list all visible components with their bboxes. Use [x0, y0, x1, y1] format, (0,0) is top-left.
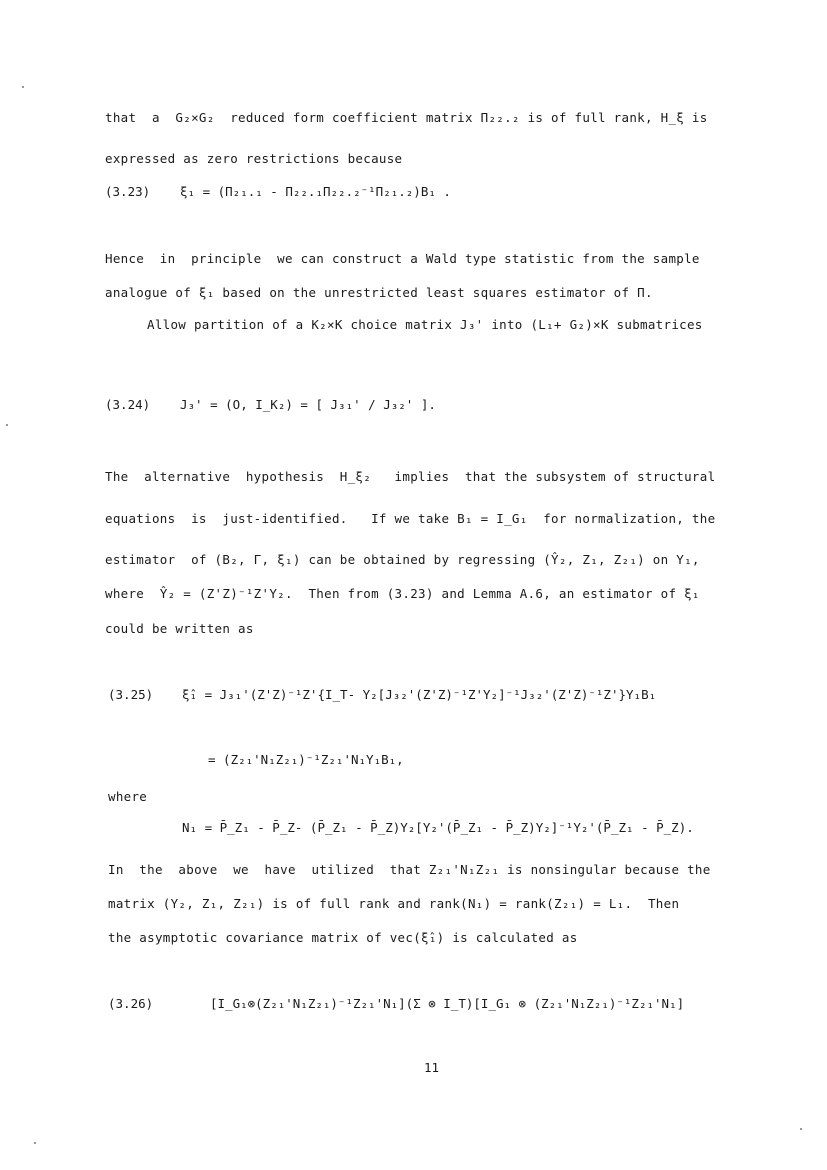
text-line-2: expressed as zero restrictions because [105, 151, 403, 166]
text-line-4: analogue of ξ₁ based on the unrestricted least squares estimator of Π. [105, 285, 653, 300]
text-line-14: the asymptotic covariance matrix of vec(ξ̂₁) is calculated as [108, 930, 578, 945]
text-line-3: Hence in principle we can construct a Wald type statistic from the sample [105, 251, 700, 266]
equation-N1: N₁ = P̄_Z₁ - P̄_Z- (P̄_Z₁ - P̄_Z)Y₂[Y₂'(P̄_Z₁ - P̄_Z)Y₂]⁻¹Y₂'(P̄_Z₁ - P̄_Z). [182, 820, 694, 835]
text-line-11: where [108, 789, 148, 804]
text-line-1: that a G₂×G₂ reduced form coefficient matrix Π₂₂.₂ is of full rank, H_ξ is [105, 110, 708, 125]
text-line-9: where Ŷ₂ = (Z'Z)⁻¹Z'Y₂. Then from (3.23) and Lemma A.6, an estimator of ξ₁ [105, 586, 700, 601]
text-line-12: In the above we have utilized that Z₂₁'N₁Z₂₁ is nonsingular because the [108, 862, 711, 877]
text-line-5: Allow partition of a K₂×K choice matrix J₃' into (L₁+ G₂)×K submatrices [147, 317, 703, 332]
equation-label-3-24: (3.24) [105, 397, 151, 412]
equation-3-25: ξ̂₁ = J₃₁'(Z'Z)⁻¹Z'{I_T- Y₂[J₃₂'(Z'Z)⁻¹Z'Y₂]⁻¹J₃₂'(Z'Z)⁻¹Z'}Y₁B₁ [182, 687, 657, 702]
scan-speck [800, 1128, 802, 1130]
page-number: 11 [424, 1060, 440, 1075]
text-line-13: matrix (Y₂, Z₁, Z₂₁) is of full rank and rank(N₁) = rank(Z₂₁) = L₁. Then [108, 896, 680, 911]
text-line-6: The alternative hypothesis H_ξ₂ implies that the subsystem of structural [105, 469, 716, 484]
scan-speck [6, 424, 8, 426]
equation-3-23: ξ₁ = (Π₂₁.₁ - Π₂₂.₁Π₂₂.₂⁻¹Π₂₁.₂)B₁ . [180, 184, 451, 199]
text-line-8: estimator of (B₂, Γ, ξ₁) can be obtained by regressing (Ŷ₂, Z₁, Z₂₁) on Y₁, [105, 552, 700, 567]
text-line-10: could be written as [105, 621, 254, 636]
scan-speck [34, 1142, 36, 1144]
equation-3-25-cont: = (Z₂₁'N₁Z₂₁)⁻¹Z₂₁'N₁Y₁B₁, [208, 752, 404, 767]
text-line-7: equations is just-identified. If we take B₁ = I_G₁ for normalization, the [105, 511, 716, 526]
scan-speck [22, 86, 24, 88]
equation-3-24: J₃' = (O, I_K₂) = [ J₃₁' / J₃₂' ]. [180, 397, 436, 412]
equation-label-3-23: (3.23) [105, 184, 151, 199]
equation-label-3-26: (3.26) [108, 996, 154, 1011]
equation-label-3-25: (3.25) [108, 687, 154, 702]
equation-3-26: [I_G₁⊗(Z₂₁'N₁Z₂₁)⁻¹Z₂₁'N₁](Σ ⊗ I_T)[I_G₁ ⊗ (Z₂₁'N₁Z₂₁)⁻¹Z₂₁'N₁] [210, 996, 685, 1011]
